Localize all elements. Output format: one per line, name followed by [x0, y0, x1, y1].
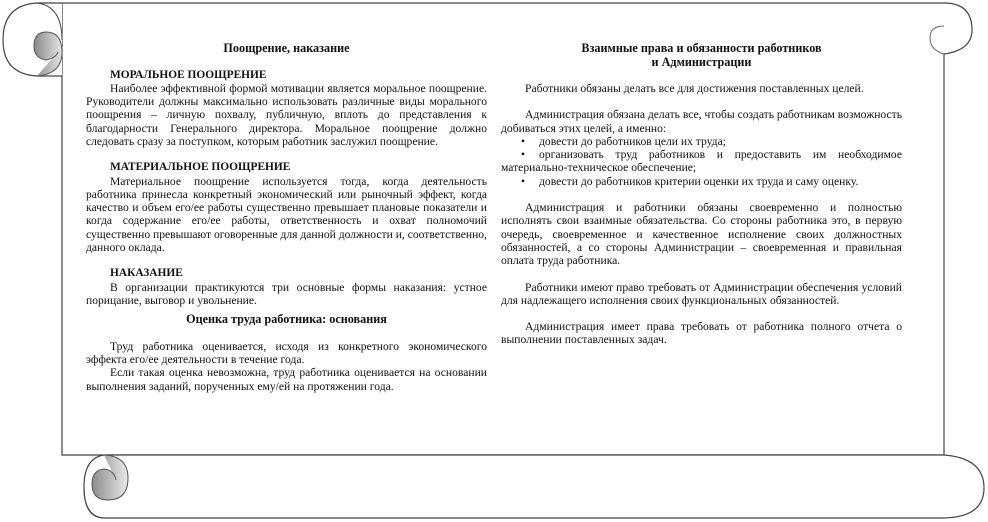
- right-title-line2: и Администрации: [651, 54, 752, 69]
- evaluation-title: Оценка труда работника: основания: [186, 312, 387, 327]
- moral-text: Наиболее эффективной формой мотивации является моральное поощрение. Руководители должны максимально использовать различные виды морального поощрения – личную похвалу, публичную, вплоть до представления к благодарности Генерального директора. Моральное поощрение должно следовать сразу за поступком, которым работник заслужил поощрение.: [86, 81, 487, 148]
- material-heading: МАТЕРИАЛЬНОЕ ПООЩРЕНИЕ: [110, 161, 291, 174]
- left-column: [86, 42, 487, 446]
- bullet-icon: •: [521, 148, 526, 162]
- right-p4: Работники имеют право требовать от Администрации обеспечения условий для надлежащего исполнения своих функциональных обязанностей.: [501, 280, 902, 307]
- admin-duties-list: [501, 135, 902, 188]
- right-column: [501, 42, 902, 347]
- right-p2: Администрация обязана делать все, чтобы создать работникам возможность добиваться этих целей, а именно:: [501, 108, 902, 135]
- right-title-line1: Взаимные права и обязанности работников: [581, 41, 822, 55]
- material-text: Материальное поощрение используется тогда, когда деятельность работника принесла конкретный экономический или рыночный эффект, когда качество и объем его/ее работы существенно превышает плановые показатели и когда содержание его/ее работы, ответственность и охват полномочий существенно превышают оговоренные для данной должности и, соответственно, данного оклада.: [86, 174, 487, 255]
- punishment-heading: НАКАЗАНИЕ: [110, 267, 183, 280]
- left-title: Поощрение, наказание: [223, 42, 350, 55]
- list-item: • довести до работников цели их труда;: [521, 134, 726, 148]
- right-p3: Администрация и работники обязаны своевременно и полностью исполнять свои взаимные обязательства. Со стороны работника это, в первую очередь, своевременное и качественное исполнение своих должностных обязанностей, а со стороны Администрации – своевременная и правильная оплата труда работника.: [501, 201, 902, 268]
- bullet-icon: •: [521, 174, 526, 188]
- evaluation-p2: Если такая оценка невозможна, труд работника оценивается на основании выполнения заданий, порученных ему/ей на протяжении года.: [86, 366, 487, 393]
- punishment-text: В организации практикуются три основные формы наказания: устное порицание, выговор и увольнение.: [86, 280, 487, 307]
- scroll-bottom-roll: [84, 455, 984, 518]
- moral-heading: МОРАЛЬНОЕ ПООЩРЕНИЕ: [110, 68, 267, 81]
- right-p1: Работники обязаны делать все для достижения поставленных целей.: [525, 82, 864, 95]
- right-p5: Администрация имеет права требовать от работника полного отчета о выполнении поставленных задач.: [501, 320, 902, 347]
- list-item: • организовать труд работников и предоставить им необходимое материально-техническое обеспечение;: [501, 148, 902, 175]
- list-item: • довести до работников критерии оценки их труда и саму оценку.: [521, 174, 859, 188]
- bullet-icon: •: [521, 134, 526, 148]
- evaluation-p1: Труд работника оценивается, исходя из конкретного экономического эффекта его/ее деятельности в течение года.: [86, 339, 487, 367]
